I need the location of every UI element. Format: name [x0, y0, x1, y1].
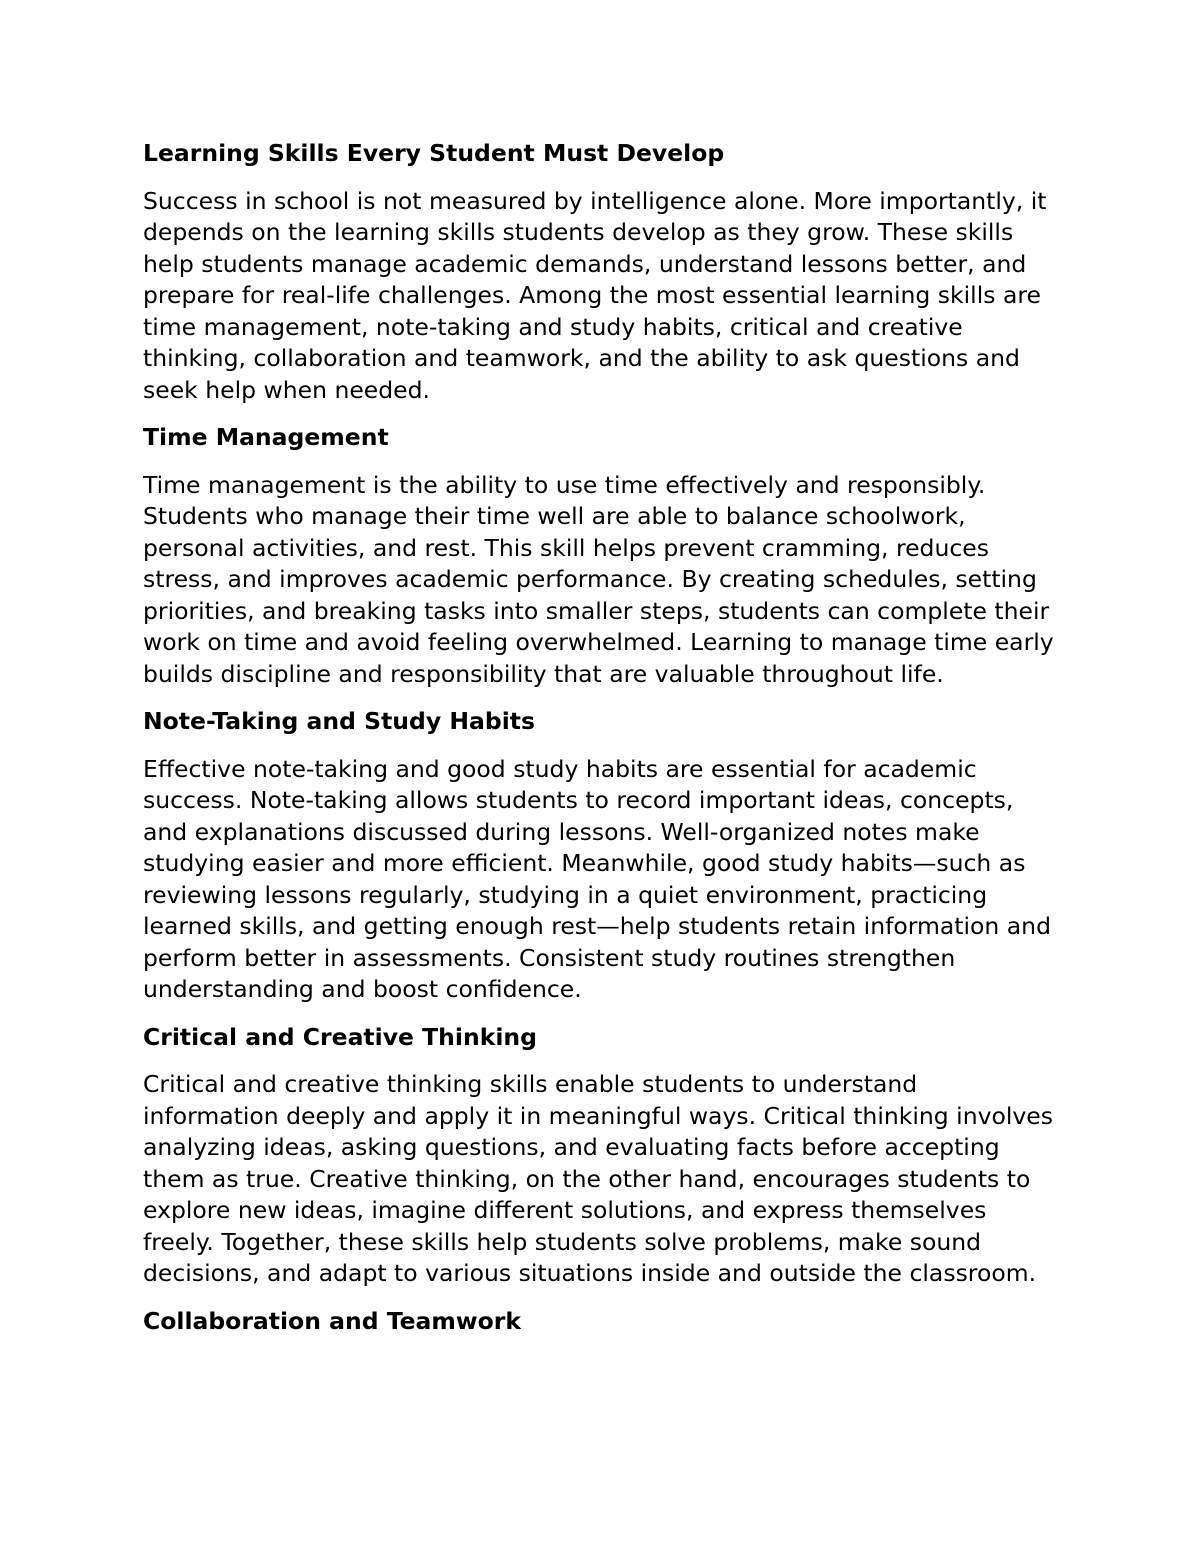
paragraph-line: perform better in assessments. Consistent study routines strengthen	[143, 943, 956, 972]
paragraph-line: Effective note-taking and good study habits are essential for academic	[143, 754, 977, 783]
paragraph-line: understanding and boost confidence.	[143, 975, 582, 1003]
paragraph-line: prepare for real-life challenges. Among the most essential learning skills are	[143, 281, 1041, 309]
section-heading-note-taking: Note-Taking and Study Habits	[143, 707, 535, 735]
paragraph-line: Critical and creative thinking skills enable students to understand	[143, 1070, 918, 1098]
paragraph-line: freely. Together, these skills help students solve problems, make sound	[143, 1227, 982, 1256]
paragraph-line: Success in school is not measured by intelligence alone. More importantly, it	[143, 186, 1047, 215]
paragraph-line: thinking, collaboration and teamwork, and the ability to ask questions and	[143, 344, 1020, 372]
paragraph-line: success. Note-taking allows students to record important ideas, concepts,	[143, 786, 1014, 814]
paragraph-line: explore new ideas, imagine different solutions, and express themselves	[143, 1196, 987, 1224]
paragraph-line: them as true. Creative thinking, on the other hand, encourages students to	[143, 1164, 1031, 1193]
paragraph-line: personal activities, and rest. This skill helps prevent cramming, reduces	[143, 533, 989, 562]
paragraph-line: seek help when needed.	[143, 375, 431, 404]
paragraph-line: work on time and avoid feeling overwhelmed. Learning to manage time early	[143, 628, 1054, 656]
paragraph-line: reviewing lessons regularly, studying in a quiet environment, practicing	[143, 880, 988, 909]
paragraph-line: learned skills, and getting enough rest—help students retain information and	[143, 912, 1051, 940]
paragraph-line: priorities, and breaking tasks into smaller steps, students can complete their	[143, 596, 1050, 625]
document-title: Learning Skills Every Student Must Develop	[143, 139, 725, 167]
paragraph-line: analyzing ideas, asking questions, and evaluating facts before accepting	[143, 1133, 1000, 1161]
paragraph-line: and explanations discussed during lessons. Well-organized notes make	[143, 817, 980, 846]
section-paragraph-time-management	[143, 470, 1063, 691]
paragraph-line: Time management is the ability to use time effectively and responsibly.	[143, 470, 986, 499]
section-paragraph-note-taking	[143, 754, 1063, 1006]
paragraph-line: information deeply and apply it in meaningful ways. Critical thinking involves	[143, 1101, 1054, 1130]
intro-paragraph	[143, 186, 1063, 407]
section-heading-collaboration: Collaboration and Teamwork	[143, 1306, 521, 1335]
paragraph-line: time management, note-taking and study habits, critical and creative	[143, 312, 963, 341]
section-paragraph-critical-thinking	[143, 1069, 1063, 1290]
paragraph-line: Students who manage their time well are able to balance schoolwork,	[143, 502, 966, 530]
paragraph-line: stress, and improves academic performance. By creating schedules, setting	[143, 565, 1037, 593]
paragraph-line: builds discipline and responsibility that are valuable throughout life.	[143, 659, 944, 688]
section-heading-critical-thinking: Critical and Creative Thinking	[143, 1022, 537, 1051]
paragraph-line: help students manage academic demands, understand lessons better, and	[143, 249, 1027, 278]
document-body	[143, 138, 1063, 1353]
paragraph-line: studying easier and more efficient. Meanwhile, good study habits—such as	[143, 849, 1026, 877]
paragraph-line: decisions, and adapt to various situations inside and outside the classroom.	[143, 1259, 1037, 1287]
paragraph-line: depends on the learning skills students develop as they grow. These skills	[143, 218, 1014, 246]
section-heading-time-management: Time Management	[143, 423, 389, 451]
